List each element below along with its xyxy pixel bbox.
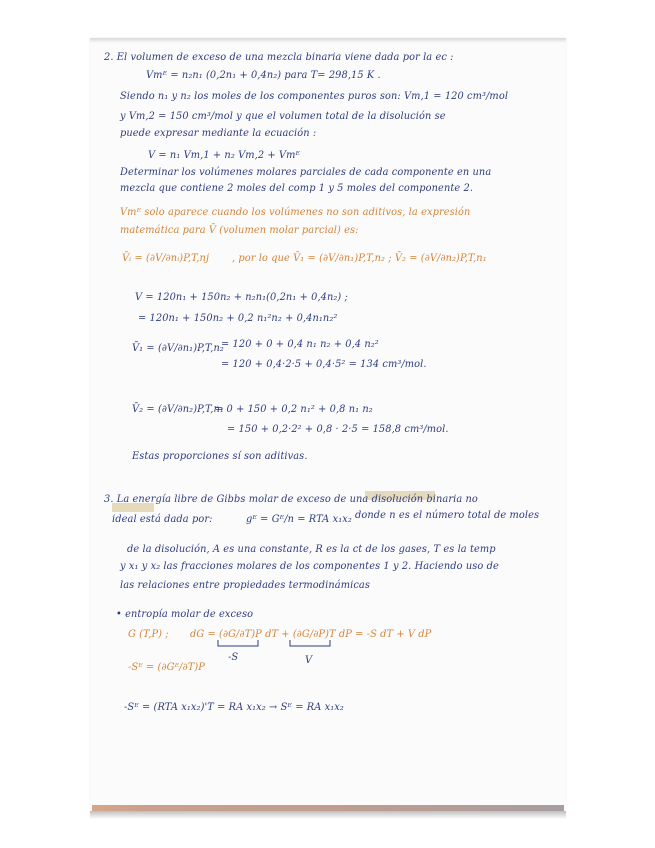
handwritten-line: = 120n₁ + 150n₂ + 0,2 n₁²n₂ + 0,4n₁n₂² (138, 313, 338, 324)
handwritten-line: V (305, 655, 313, 666)
handwritten-line: V = n₁ Vm,1 + n₂ Vm,2 + Vmᴱ (148, 150, 301, 161)
handwritten-line: V̄₂ = (∂V/∂n₂)P,T,n₁ (132, 404, 224, 415)
handwritten-line: Determinar los volúmenes molares parciales de cada componente en una (120, 167, 492, 178)
handwritten-line: = 0 + 150 + 0,2 n₁² + 0,8 n₁ n₂ (215, 404, 373, 415)
handwritten-line: G (T,P) ; (128, 629, 169, 640)
handwritten-line: , por lo que V̄₁ = (∂V/∂n₁)P,T,n₂ ; V̄₂ = (∂V/∂n₂)P,T,n₁ (232, 253, 487, 264)
handwritten-line: 3. La energía libre de Gibbs molar de exceso de una disolución binaria no (104, 494, 478, 505)
handwritten-line: Vmᴱ = n₂n₁ (0,2n₁ + 0,4n₂) para T= 298,15 K . (146, 70, 381, 81)
handwritten-line: donde n es el número total de moles (355, 510, 540, 521)
handwritten-line: = 120 + 0,4·2·5 + 0,4·5² = 134 cm³/mol. (221, 359, 427, 370)
handwritten-line: matemática para V̄ (volumen molar parcial) es: (120, 225, 359, 236)
handwritten-line: dG = (∂G/∂T)P dT + (∂G/∂P)T dP = -S dT + V dP (190, 629, 432, 640)
handwritten-line: V̄ᵢ = (∂V/∂nᵢ)P,T,nj (122, 253, 210, 264)
handwritten-line: -Sᴱ = (∂Gᴱ/∂T)P (128, 662, 205, 673)
handwritten-line: y x₁ y x₂ las fracciones molares de los componentes 1 y 2. Haciendo uso de (120, 561, 499, 572)
handwritten-line: puede expresar mediante la ecuación : (120, 128, 317, 139)
handwritten-line: V = 120n₁ + 150n₂ + n₂n₁(0,2n₁ + 0,4n₂) ; (135, 292, 348, 303)
handwritten-line: Estas proporciones sí son aditivas. (132, 451, 308, 462)
handwritten-line: de la disolución, A es una constante, R es la ct de los gases, T es la temp (127, 544, 496, 555)
handwritten-line: y Vm,2 = 150 cm³/mol y que el volumen total de la disolución se (120, 111, 446, 122)
handwritten-line: V̄₁ = (∂V/∂n₁)P,T,n₂ (132, 343, 224, 354)
handwritten-line: gᴱ = Gᴱ/n = RTA x₁x₂ (246, 514, 352, 525)
handwritten-line: mezcla que contiene 2 moles del comp 1 y 5 moles del componente 2. (120, 183, 474, 194)
handwritten-line: = 150 + 0,2·2² + 0,8 · 2·5 = 158,8 cm³/mol. (227, 424, 449, 435)
handwritten-line: Vmᴱ solo aparece cuando los volúmenes no son aditivos, la expresión (120, 207, 471, 218)
handwritten-line: = 120 + 0 + 0,4 n₁ n₂ + 0,4 n₂² (221, 339, 379, 350)
handwritten-line: • entropía molar de exceso (116, 609, 254, 620)
handwritten-line: Siendo n₁ y n₂ los moles de los componentes puros son: Vm,1 = 120 cm³/mol (120, 91, 509, 102)
handwritten-line: las relaciones entre propiedades termodinámicas (120, 580, 370, 591)
handwritten-line: -S (228, 652, 239, 663)
handwritten-line: ideal está dada por: (112, 514, 213, 525)
handwritten-line: -Sᴱ = (RTA x₁x₂)'T = RA x₁x₂ → Sᴱ = RA x₁x₂ (124, 702, 344, 713)
handwritten-line: 2. El volumen de exceso de una mezcla binaria viene dada por la ec : (104, 52, 454, 63)
